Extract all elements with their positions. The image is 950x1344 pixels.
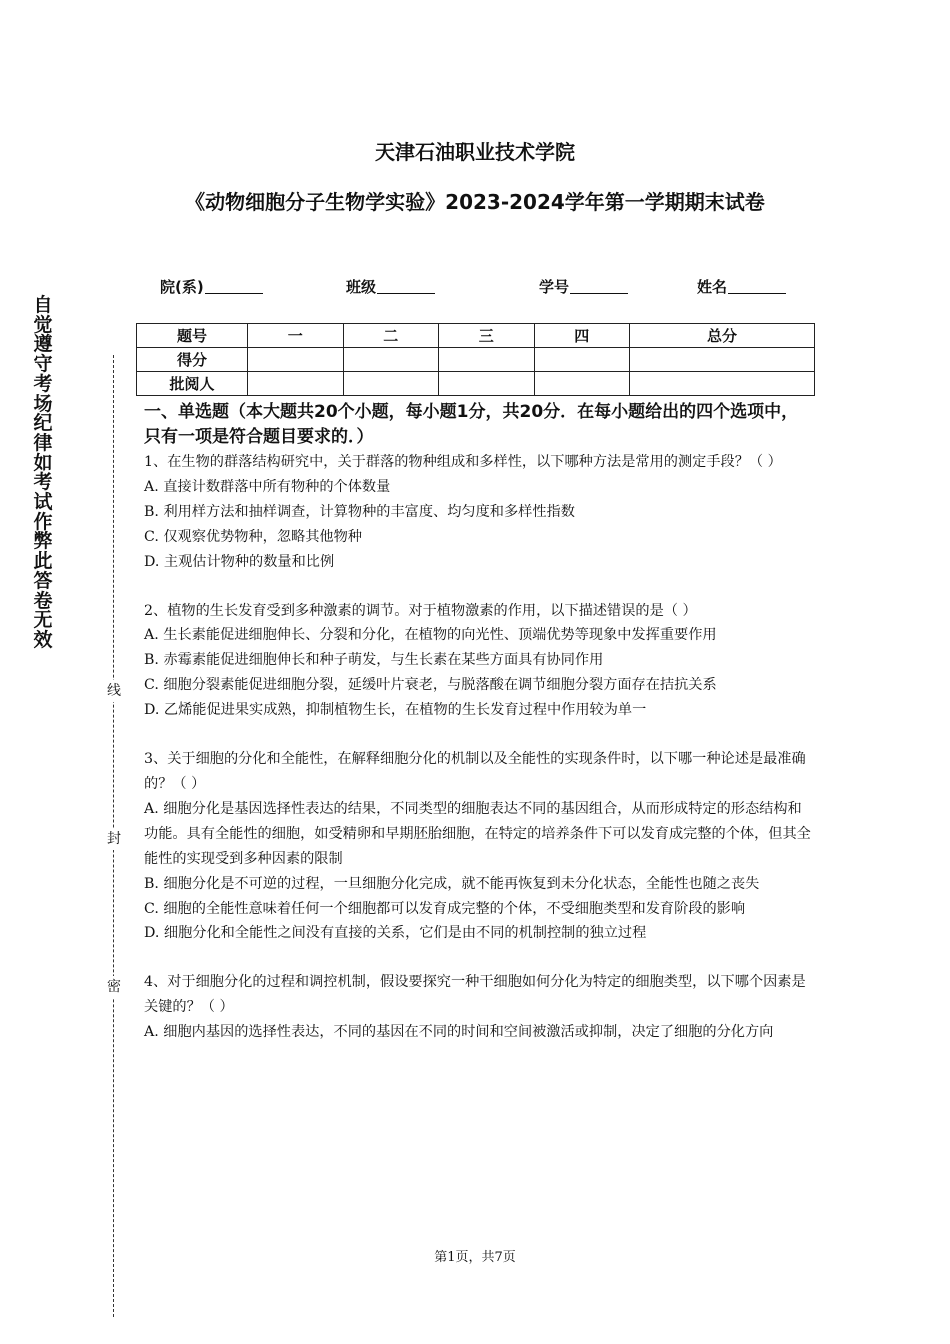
exam-content (144, 400, 812, 1045)
score-header-cell: 二 (343, 324, 439, 348)
grader-cell[interactable] (343, 372, 439, 396)
section-title: 一、单选题（本大题共20个小题，每小题1分，共20分．在每小题给出的四个选项中，只有一项是符合题目要求的．） (144, 402, 799, 447)
option-d: D. 主观估计物种的数量和比例 (144, 553, 335, 570)
score-table (136, 323, 815, 396)
option-d: D. 细胞分化和全能性之间没有直接的关系，它们是由不同的机制控制的独立过程 (144, 925, 647, 942)
info-student-id (539, 276, 628, 297)
option-a: A. 直接计数群落中所有物种的个体数量 (144, 478, 391, 495)
option-b: B. 利用样方法和抽样调查，计算物种的丰富度、均匀度和多样性指数 (144, 503, 575, 520)
score-table-header-row (137, 324, 815, 348)
page-footer: 第1页，共7页 (434, 1250, 516, 1265)
info-name-label: 姓名 (697, 278, 728, 296)
score-header-cell: 四 (534, 324, 630, 348)
grader-cell[interactable] (439, 372, 535, 396)
score-table-score-row (137, 348, 815, 372)
question-stem: 1、在生物的群落结构研究中，关于群落的物种组成和多样性，以下哪种方法是常用的测定手段？（ ） (144, 454, 782, 470)
question-gap (144, 946, 812, 970)
info-department (160, 276, 263, 297)
option-b: B. 赤霉素能促进细胞伸长和种子萌发，与生长素在某些方面具有协同作用 (144, 652, 604, 669)
score-header-cell: 总分 (630, 324, 815, 348)
option-d: D. 乙烯能促进果实成熟，抑制植物生长，在植物的生长发育过程中作用较为单一 (144, 702, 647, 719)
question-4 (144, 970, 812, 1045)
question-1 (144, 450, 812, 575)
score-cell[interactable] (343, 348, 439, 372)
cut-label-secret: 密 (104, 976, 124, 998)
info-class-label: 班级 (346, 278, 377, 296)
info-name-blank[interactable] (728, 277, 786, 294)
score-cell[interactable] (248, 348, 344, 372)
option-a: A. 生长素能促进细胞伸长、分裂和分化，在植物的向光性、顶端优势等现象中发挥重要作用 (144, 627, 717, 644)
question-gap (144, 723, 812, 747)
grader-cell[interactable] (248, 372, 344, 396)
option-a: A. 细胞分化是基因选择性表达的结果，不同类型的细胞表达不同的基因组合，从而形成特定的形态结构和功能。具有全能性的细胞，如受精卵和早期胚胎细胞，在特定的培养条件下可以发育成完整的个体，但其全能性的实现受到多种因素的限制 (144, 800, 811, 867)
score-header-cell: 题号 (137, 324, 248, 348)
score-cell[interactable] (534, 348, 630, 372)
option-c: C. 细胞分裂素能促进细胞分裂，延缓叶片衰老，与脱落酸在调节细胞分裂方面存在拮抗关系 (144, 677, 717, 694)
score-cell[interactable] (630, 348, 815, 372)
option-b: B. 细胞分化是不可逆的过程，一旦细胞分化完成，就不能再恢复到未分化状态，全能性也随之丧失 (144, 875, 760, 892)
option-c: C. 仅观察优势物种，忽略其他物种 (144, 528, 362, 545)
student-info-row (0, 276, 950, 300)
score-header-cell: 一 (248, 324, 344, 348)
info-department-blank[interactable] (205, 277, 263, 294)
question-stem: 3、关于细胞的分化和全能性，在解释细胞分化的机制以及全能性的实现条件时，以下哪一种论述是最准确的？（ ） (144, 751, 806, 792)
score-table-grader-row (137, 372, 815, 396)
info-department-label: 院(系) (160, 278, 204, 296)
exam-title: 《动物细胞分子生物学实验》2023-2024学年第一学期期末试卷 (185, 190, 765, 214)
grader-row-label: 批阅人 (137, 372, 248, 396)
info-class (346, 276, 435, 297)
info-student-id-label: 学号 (539, 278, 570, 296)
question-2 (144, 599, 812, 724)
score-row-label: 得分 (137, 348, 248, 372)
score-cell[interactable] (439, 348, 535, 372)
info-student-id-blank[interactable] (570, 277, 628, 294)
cut-label-line: 线 (104, 680, 124, 702)
info-name (697, 276, 786, 297)
info-class-blank[interactable] (377, 277, 435, 294)
score-header-cell: 三 (439, 324, 535, 348)
question-stem: 2、植物的生长发育受到多种激素的调节。对于植物激素的作用，以下描述错误的是（ ） (144, 602, 697, 619)
option-c: C. 细胞的全能性意味着任何一个细胞都可以发育成完整的个体，不受细胞类型和发育阶段的影响 (144, 900, 746, 917)
question-stem: 4、对于细胞分化的过程和调控机制，假设要探究一种干细胞如何分化为特定的细胞类型，以下哪个因素是关键的？（ ） (144, 974, 806, 1016)
grader-cell[interactable] (534, 372, 630, 396)
school-name: 天津石油职业技术学院 (375, 140, 575, 164)
question-gap (144, 575, 812, 599)
option-a: A. 细胞内基因的选择性表达，不同的基因在不同的时间和空间被激活或抑制，决定了细胞的分化方向 (144, 1024, 774, 1041)
cut-label-seal: 封 (104, 828, 124, 850)
side-warning: 自觉遵守考场纪律如考试作弊此答卷无效 (33, 294, 53, 651)
question-3 (144, 747, 812, 946)
grader-cell[interactable] (630, 372, 815, 396)
